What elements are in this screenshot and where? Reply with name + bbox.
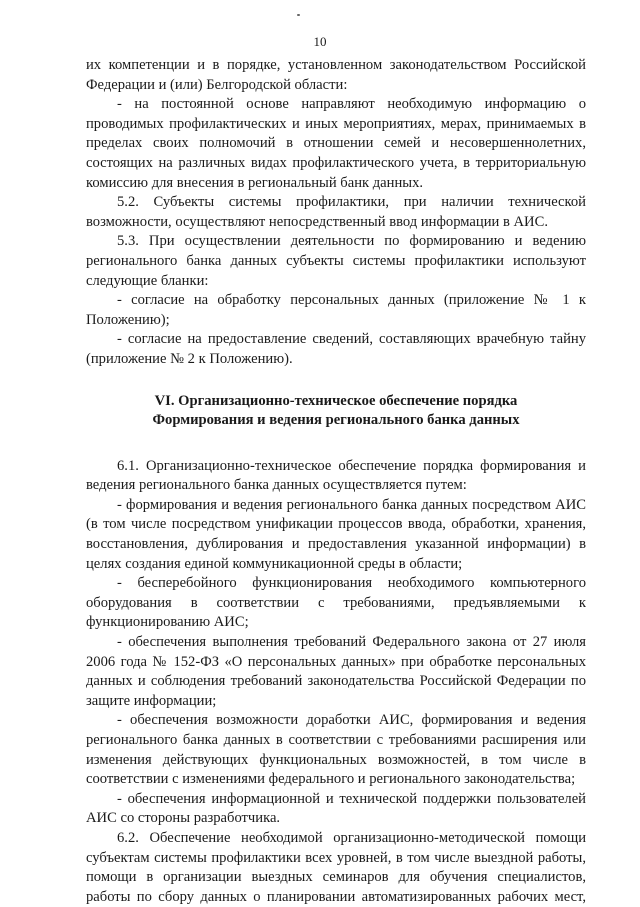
page-number: 10: [313, 34, 327, 49]
section-heading: [86, 392, 586, 431]
paragraphs-after-heading: [86, 457, 586, 907]
paragraph: - обеспечения выполнения требований Федерального закона от 27 июля 2006 года № 152-ФЗ «О персональных данных» при обработке персональных данных и соблюдения требований законодательства Российской Федерации по защите информации;: [86, 634, 586, 709]
paragraph: - обеспечения возможности доработки АИС, формирования и ведения регионального банка данных в соответствии с требованиями расширения или изменения действующих функциональных возможностей, в том числе в соответствии с изменениями федерального и регионального законодательства;: [86, 712, 586, 788]
paragraphs-before-heading: [86, 56, 586, 370]
paragraph: 6.1. Организационно-техническое обеспечение порядка формирования и ведения регионального банка данных осуществляется путем:: [86, 457, 586, 494]
paragraph: - на постоянной основе направляют необходимую информацию о проводимых профилактических и иных мероприятиях, мерах, принимаемых в пределах своих полномочий в отношении семей и несовершеннолетних, состоящих на различных видах профилактического учета, в территориальную комиссию для внесения в региональный банк данных.: [86, 96, 586, 191]
paragraph: - формирования и ведения регионального банка данных посредством АИС (в том числе посредством унификации процессов ввода, обработки, хранения, восстановления, дублирования и предоставления указанной информации) в целях создания единой коммуникационной среды в области;: [86, 496, 586, 572]
paragraph: - согласие на обработку персональных данных (приложение № 1 к Положению);: [86, 292, 586, 328]
paragraph: 5.3. При осуществлении деятельности по формированию и ведению регионального банка данных субъекты системы профилактики используют следующие бланки:: [86, 233, 586, 289]
scan-speck: [297, 14, 300, 16]
paragraph: их компетенции и в порядке, установленном законодательством Российской Федерации и (или) Белгородской области:: [86, 57, 586, 93]
section-heading-line-1: VI. Организационно-техническое обеспечение порядка: [154, 392, 518, 409]
document-body: [86, 56, 586, 907]
paragraph: 5.2. Субъекты системы профилактики, при наличии технической возможности, осуществляют непосредственный ввод информации в АИС.: [86, 194, 586, 230]
paragraph: - обеспечения информационной и технической поддержки пользователей АИС со стороны разработчика.: [86, 790, 586, 827]
paragraph: 6.2. Обеспечение необходимой организационно-методической помощи субъектам системы профилактики всех уровней, в том числе выездной работы, помощи в организации выездных семинаров для обучения специалистов, работы по сбору данных о планировании автоматизированных рабочих мест,: [86, 829, 586, 905]
paragraph: - бесперебойного функционирования необходимого компьютерного оборудования в соответствии с требованиями, предъявляемыми к функционированию АИС;: [86, 575, 586, 631]
paragraph: - согласие на предоставление сведений, составляющих врачебную тайну (приложение № 2 к Положению).: [86, 331, 586, 367]
section-heading-line-2: Формирования и ведения регионального банка данных: [152, 412, 520, 429]
